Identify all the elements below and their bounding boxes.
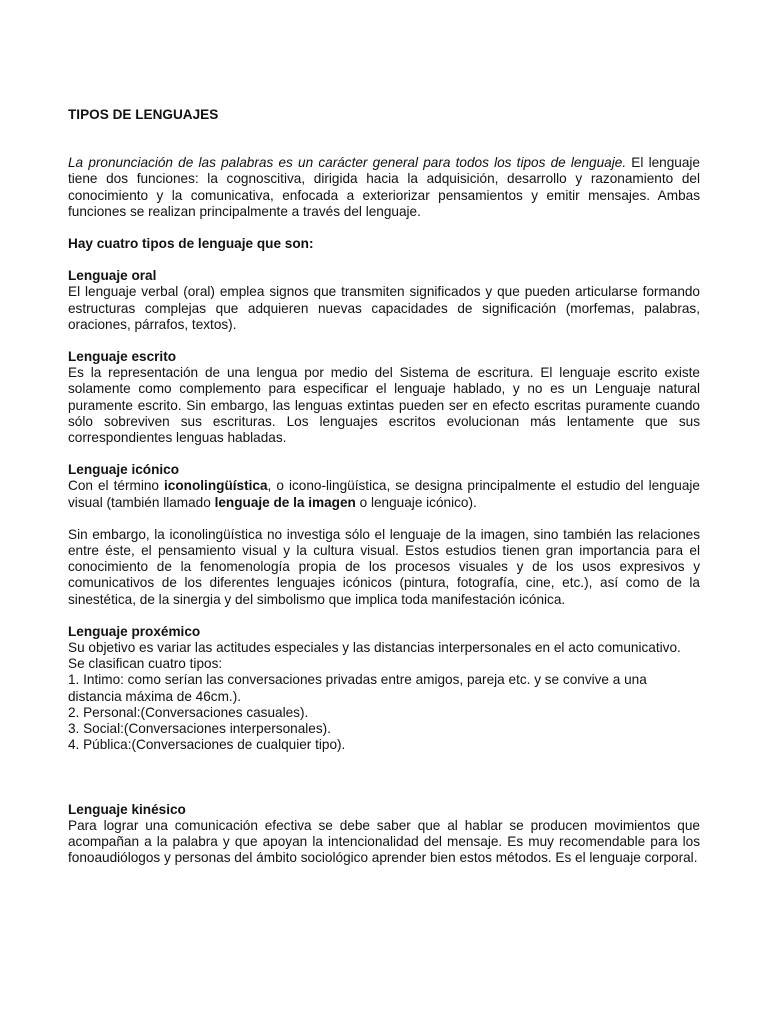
proxemico-item: 4. Pública:(Conversaciones de cualquier tipo). bbox=[68, 737, 346, 753]
section-oral bbox=[68, 268, 700, 333]
iconico-p1-e: o lenguaje icónico). bbox=[355, 494, 477, 510]
section-escrito-heading: Lenguaje escrito bbox=[68, 349, 177, 365]
section-oral-text: El lenguaje verbal (oral) emplea signos que transmiten significados y que pueden articularse formando estructuras complejas que adquieren nuevas capacidades de significación (morfemas, palabras, oraciones, párrafos, textos). bbox=[68, 284, 700, 332]
proxemico-item: 2. Personal:(Conversaciones casuales). bbox=[68, 704, 309, 720]
intro-rest: El lenguaje tiene dos funciones: la cognoscitiva, dirigida hacia la adquisición, desarrollo y razonamiento del conocimiento y la comunicativa, enfocada a exteriorizar pensamientos y emitir mensajes. Ambas funciones se realizan principalmente a través del lenguaje. bbox=[68, 155, 700, 219]
section-iconico-heading: Lenguaje icónico bbox=[68, 462, 180, 478]
proxemico-item: 1. Intimo: como serían las conversaciones privadas entre amigos, pareja etc. y se convive a una distancia máxima de 46cm.). bbox=[68, 672, 647, 704]
intro-italic-sentence: La pronunciación de las palabras es un carácter general para todos los tipos de lenguaje. bbox=[68, 155, 627, 171]
document-title: TIPOS DE LENGUAJES bbox=[68, 107, 219, 122]
section-kinesico bbox=[68, 802, 700, 867]
intro-paragraph bbox=[68, 155, 700, 220]
proxemico-item: 3. Social:(Conversaciones interpersonales). bbox=[68, 721, 331, 737]
section-proxemico-heading: Lenguaje proxémico bbox=[68, 623, 201, 639]
proxemico-line2: Se clasifican cuatro tipos: bbox=[68, 656, 223, 672]
section-kinesico-text: Para lograr una comunicación efectiva se debe saber que al hablar se producen movimientos que acompañan a la palabra y que apoyan la intencionalidad del mensaje. Es muy recomendable para los fonoaudiólogos y personas del ámbito sociológico aprender bien estos métodos. Es el lenguaje corporal. bbox=[68, 817, 700, 866]
section-kinesico-heading: Lenguaje kinésico bbox=[68, 801, 186, 817]
iconico-p1-c: , o icono-lingüística, se designa principalmente el estudio del lenguaje visual (también llamado bbox=[68, 478, 700, 510]
proxemico-line1: Su objetivo es variar las actitudes especiales y las distancias interpersonales en el acto comunicativo. bbox=[68, 640, 681, 656]
section-iconico bbox=[68, 462, 700, 511]
section-proxemico bbox=[68, 624, 700, 754]
iconico-term-iconolinguistica: iconolingüística bbox=[164, 478, 268, 494]
section-iconico-p2: Sin embargo, la iconolingüística no investiga sólo el lenguaje de la imagen, sino también las relaciones entre éste, el pensamiento visual y la cultura visual. Estos estudios tienen gran importancia para el conocimiento de la fenomenología propia de los procesos visuales y de los usos expresivos y comunicativos de los diferentes lenguajes icónicos (pintura, fotografía, cine, etc.), así como de la sinestética, de la sinergia y del simbolismo que implica toda manifestación icónica. bbox=[68, 526, 700, 607]
section-escrito bbox=[68, 349, 700, 446]
section-iconico-p1 bbox=[68, 478, 700, 510]
iconico-p1-a: Con el término bbox=[68, 478, 165, 494]
section-oral-heading: Lenguaje oral bbox=[68, 268, 157, 284]
document-page bbox=[68, 107, 700, 866]
section-escrito-text: Es la representación de una lengua por medio del Sistema de escritura. El lenguaje escrito existe solamente como complemento para especificar el lenguaje hablado, y no es un Lenguaje natural puramente escrito. Sin embargo, las lenguas extintas pueden ser en efecto escritas puramente cuando sólo sobreviven sus escrituras. Los lenguajes escritos evolucionan más lentamente que sus correspondientes lenguas habladas. bbox=[68, 365, 700, 446]
iconico-term-lenguaje-imagen: lenguaje de la imagen bbox=[214, 494, 356, 510]
four-types-heading: Hay cuatro tipos de lenguaje que son: bbox=[68, 236, 314, 252]
spacer bbox=[68, 770, 700, 802]
